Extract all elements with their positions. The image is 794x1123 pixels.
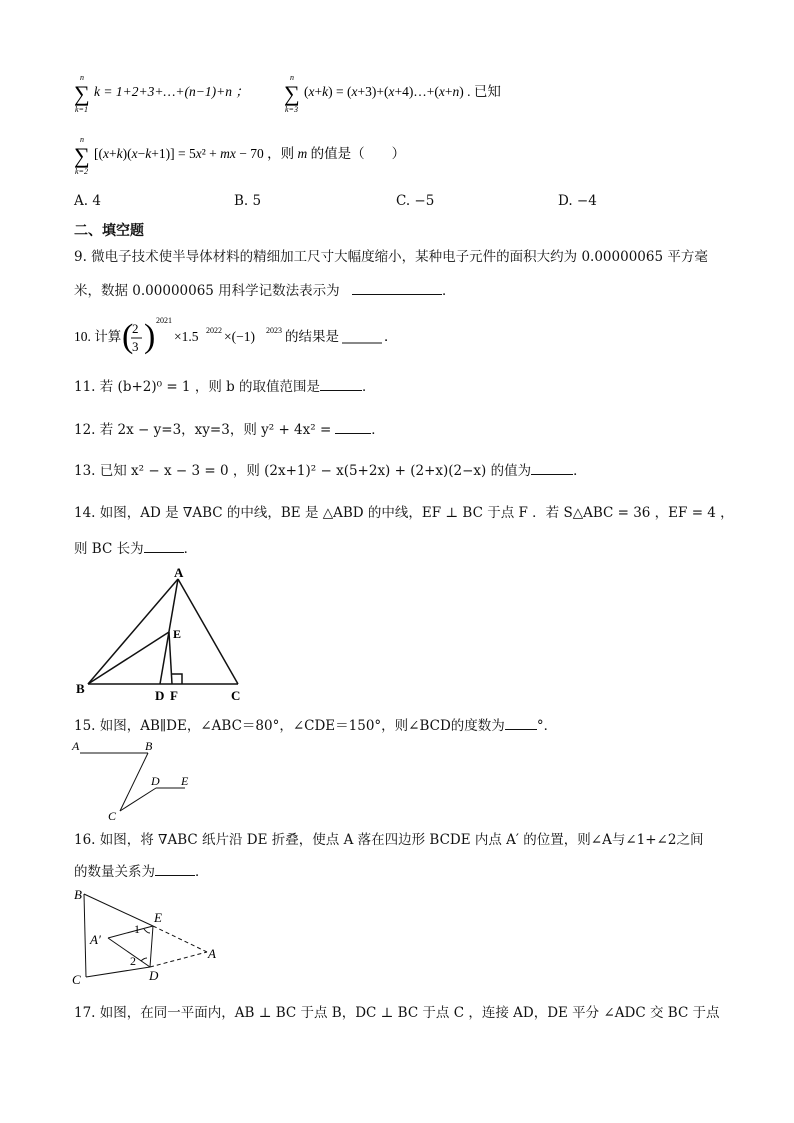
- frac-num: 2: [132, 321, 139, 336]
- label-e: E: [154, 910, 162, 925]
- q12: 12. 若 2x − y=3，xy=3，则 y² + 4x² = ．: [74, 422, 385, 438]
- label-d: D: [149, 968, 159, 983]
- label-d: D: [155, 688, 165, 703]
- q8-line1-svg: [74, 70, 794, 120]
- segment-ed: [150, 926, 153, 967]
- figure-15: [70, 738, 200, 822]
- segment-da-dashed: [150, 952, 207, 967]
- option-d[interactable]: D. −4: [558, 193, 597, 209]
- label-a: A: [208, 946, 216, 961]
- segment-ab: [88, 579, 178, 684]
- sigma-icon: ∑: [74, 143, 90, 168]
- q8-line2: [74, 132, 794, 182]
- segment-ea-dashed: [153, 926, 207, 952]
- q13-text: 13. 已知 x² − x − 3 = 0 ，则 (2x+1)² − x(5+2x) + (2+x)(2−x) 的值为: [74, 463, 532, 479]
- option-b[interactable]: B. 5: [234, 193, 262, 209]
- sigma-icon: ∑: [74, 81, 90, 106]
- label-a: A: [72, 739, 80, 753]
- segment-be: [88, 632, 169, 684]
- label-e: E: [173, 627, 182, 641]
- q9-line1: 9. 微电子技术使半导体材料的精细加工尺寸大幅度缩小，某种电子元件的面积大约为 0.00000065 平方毫: [74, 249, 708, 265]
- segment-ef: [169, 632, 172, 684]
- frac-den: 3: [132, 339, 139, 354]
- q16-line2: 的数量关系为 ．: [74, 864, 209, 880]
- q10: [74, 314, 474, 360]
- q17: 17. 如图，在同一平面内，AB ⊥ BC 于点 B，DC ⊥ BC 于点 C ，连接 AD，DE 平分 ∠ADC 交 BC 于点: [74, 1005, 720, 1021]
- q14-line1: 14. 如图，AD 是 ∇ABC 的中线，BE 是 △ABD 的中线，EF ⊥ BC 于点 F ．若 S△ABC = 36 ，EF = 4 ，: [74, 505, 734, 521]
- q8-line2-svg: [74, 132, 794, 182]
- q9-line2: 米，数据 0.00000065 用科学记数法表示为 ．: [74, 283, 456, 299]
- q14-line2: 则 BC 长为 ．: [74, 541, 198, 557]
- sum2-body: (x+k) = (x+3)+(x+4)…+(x+n) . 已知: [304, 84, 501, 99]
- q15: [74, 716, 557, 736]
- sum1-bottom: k=1: [75, 105, 88, 114]
- answer-blank[interactable]: [155, 862, 195, 876]
- segment-ac: [178, 579, 238, 684]
- paren-left: (: [122, 318, 134, 355]
- sigma-icon: ∑: [284, 81, 300, 106]
- q16-line1: 16. 如图，将 ∇ABC 纸片沿 DE 折叠，使点 A 落在四边形 BCDE 内点 A′ 的位置，则∠A与∠1+∠2之间: [74, 832, 704, 848]
- q10-mid2: ×(−1): [224, 329, 255, 344]
- right-angle-mark: [172, 674, 182, 684]
- q15-text: 15. 如图，AB∥DE，∠ABC＝80°，∠CDE＝150°，则∠BCD的度数为: [74, 718, 505, 734]
- label-d: D: [151, 774, 160, 788]
- label-c: C: [72, 972, 81, 987]
- period: ．: [384, 329, 398, 344]
- label-b: B: [145, 739, 153, 753]
- q11-text: 11. 若 (b+2)⁰ = 1 ，则 b 的取值范围是: [74, 379, 321, 395]
- label-a: A: [174, 565, 184, 580]
- label-b: B: [76, 681, 85, 696]
- answer-blank[interactable]: [144, 539, 184, 553]
- figure-14: [72, 562, 252, 704]
- angle-2-arc: [141, 958, 147, 961]
- q14-line2-text: 则 BC 长为: [74, 541, 144, 557]
- sum3-top: n: [80, 135, 84, 144]
- sum3-bottom: k=2: [75, 167, 88, 176]
- paren-right: ): [144, 318, 156, 355]
- figure-16: [70, 884, 230, 990]
- label-angle-1: 1: [134, 922, 140, 936]
- angle-1-arc: [144, 929, 150, 933]
- sum1-body: k = 1+2+3+…+(n−1)+n ；: [94, 84, 249, 99]
- q8-line1: [74, 70, 794, 120]
- label-e: E: [181, 774, 189, 788]
- exp-2021: 2021: [156, 316, 172, 325]
- answer-blank[interactable]: [335, 420, 371, 434]
- section-title: 二、填空题: [74, 223, 144, 239]
- segment-bc: [84, 894, 86, 977]
- answer-blank[interactable]: [505, 716, 537, 730]
- sum2-bottom: k=3: [285, 105, 298, 114]
- label-c: C: [231, 688, 241, 703]
- segment-cd: [86, 967, 150, 977]
- label-f: F: [170, 688, 178, 703]
- sum1-top: n: [80, 73, 84, 82]
- answer-blank[interactable]: [352, 281, 442, 295]
- segment-a-prime-d: [108, 938, 150, 967]
- segment-be: [84, 894, 153, 926]
- q15-suffix: °．: [536, 718, 558, 734]
- q13: 13. 已知 x² − x − 3 = 0 ，则 (2x+1)² − x(5+2x) + (2+x)(2−x) 的值为 ．: [74, 463, 587, 479]
- q11: 11. 若 (b+2)⁰ = 1 ，则 b 的取值范围是 ．: [74, 379, 376, 395]
- label-a-prime: A′: [90, 932, 101, 947]
- q10-prefix: 10. 计算: [74, 329, 122, 344]
- exp-2022: 2022: [206, 326, 222, 335]
- answer-blank[interactable]: [531, 461, 573, 475]
- option-c[interactable]: C. −5: [396, 193, 435, 209]
- q9-line2-text: 米，数据 0.00000065 用科学记数法表示为: [74, 283, 340, 299]
- sum3-body: [(x+k)(x−k+1)] = 5x² + mx − 70 ，则 m 的值是（ ）: [94, 146, 406, 161]
- sum2-top: n: [290, 73, 294, 82]
- label-c: C: [108, 809, 117, 822]
- q12-text: 12. 若 2x − y=3，xy=3，则 y² + 4x² =: [74, 422, 332, 438]
- exp-2023: 2023: [266, 326, 282, 335]
- q16-line2-text: 的数量关系为: [74, 864, 155, 880]
- label-b: B: [74, 887, 82, 902]
- q10-suffix: 的结果是: [285, 329, 339, 344]
- q10-mid: ×1.5: [174, 329, 199, 344]
- answer-blank[interactable]: [320, 377, 362, 391]
- label-angle-2: 2: [130, 954, 136, 968]
- option-a[interactable]: A. 4: [74, 193, 101, 209]
- q10-svg: [74, 314, 474, 360]
